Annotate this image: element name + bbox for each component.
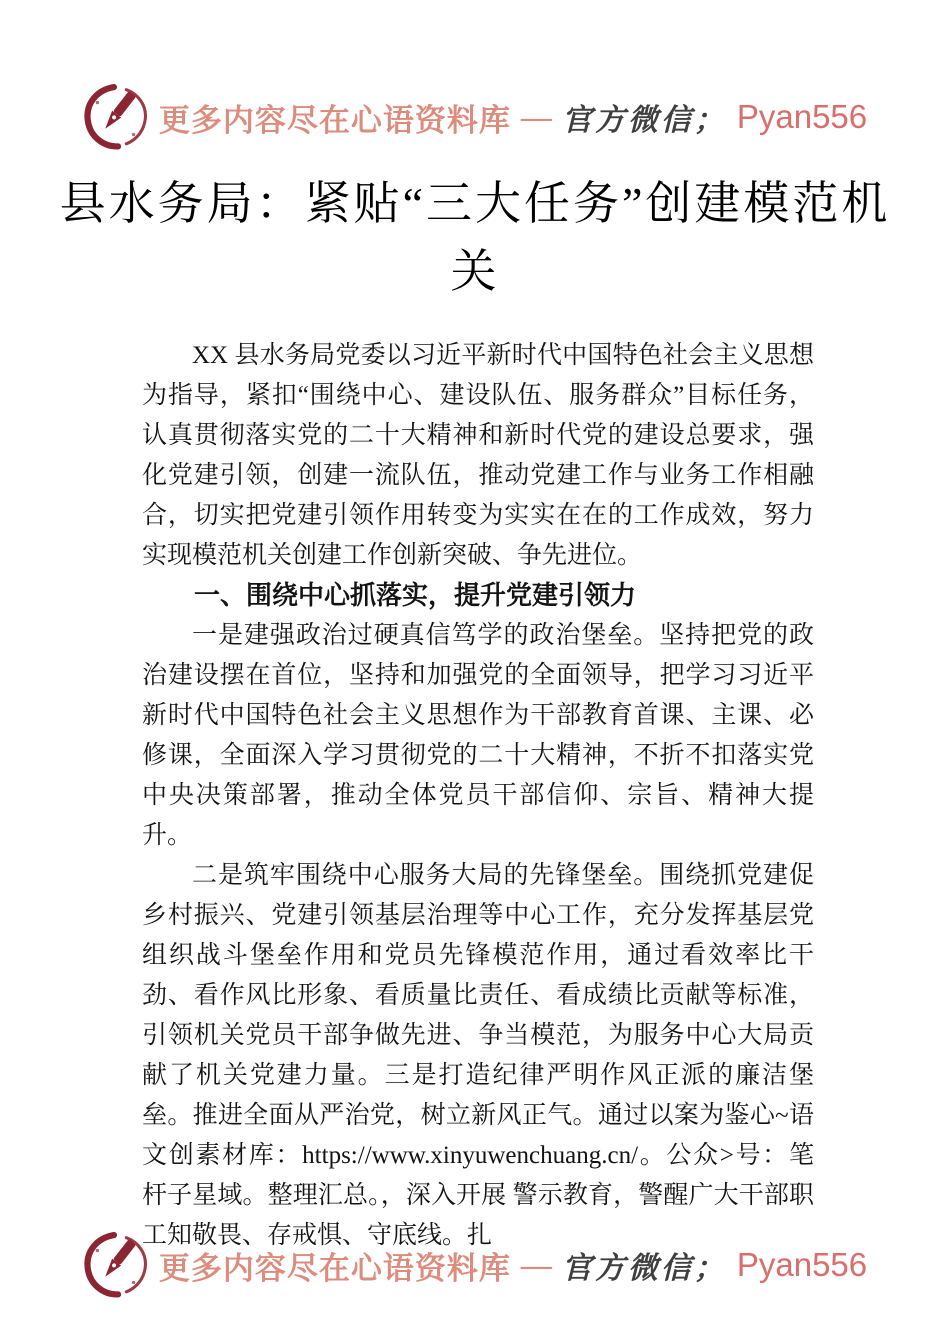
footer-wechat-id: Pyan556 — [736, 1246, 868, 1283]
body-paragraph: 一是建强政治过硬真信笃学的政治堡垒。坚持把党的政治建设摆在首位，坚持和加强党的全面领导，把学习习近平新时代中国特色社会主义思想作为干部教育首课、主课、必修课，全面深入学习贯彻党的二十大精神，不折不扣落实党中央决策部署，推动全体党员干部信仰、宗旨、精神大提升。 — [142, 622, 814, 849]
pen-swirl-logo-icon — [83, 1232, 149, 1298]
footer-watermark — [0, 1232, 950, 1298]
body-paragraph: XX 县水务局党委以习近平新时代中国特色社会主义思想为指导，紧扣“围绕中心、建设队伍、服务群众”目标任务，认真贯彻落实党的二十大精神和新时代党的建设总要求，强化党建引领，创建一流队伍，推动党建工作与业务工作相融合，切实把党建引领作用转变为实实在在的工作成效，努力实现模范机关创建工作创新突破、争先进位。 — [142, 342, 814, 569]
document-title-line1: 县水务局：紧贴“三大任务”创建模范机 — [59, 178, 891, 229]
pen-swirl-logo-icon — [83, 84, 149, 150]
footer-brand-text: 更多内容尽在心语资料库 — [158, 1250, 511, 1286]
header-wechat-label: 官方微信； — [561, 104, 727, 137]
document-title — [0, 170, 950, 306]
header-brand-text: 更多内容尽在心语资料库 — [158, 102, 511, 138]
footer-dash: — — [520, 1247, 552, 1282]
document-body — [142, 336, 814, 1256]
body-paragraph: 二是筑牢围绕中心服务大局的先锋堡垒。围绕抓党建促乡村振兴、党建引领基层治理等中心工作，充分发挥基层党组织战斗堡垒作用和党员先锋模范作用，通过看效率比干劲、看作风比形象、看质量比责任、看成绩比贡献等标准，引领机关党员干部争做先进、争当模范，为服务中心大局贡献了机关党建力量。三是打造纪律严明作风正派的廉洁堡垒。推进全面从严治党，树立新风正气。通过以案为鉴心~语文创素材库：https://www.xinyuwenchuang.cn/。公众>号：笔杆子星域。整理汇总。，深入开展 警示教育，警醒广大干部职工知敬畏、存戒惧、守底线。扎 — [142, 862, 814, 1249]
header-dash: — — [520, 99, 552, 134]
header-watermark — [0, 84, 950, 150]
footer-wechat-label: 官方微信； — [561, 1252, 727, 1285]
document-title-line2: 关 — [450, 246, 500, 297]
header-wechat-id: Pyan556 — [736, 98, 868, 135]
section-heading: 一、围绕中心抓落实，提升党建引领力 — [194, 581, 637, 611]
